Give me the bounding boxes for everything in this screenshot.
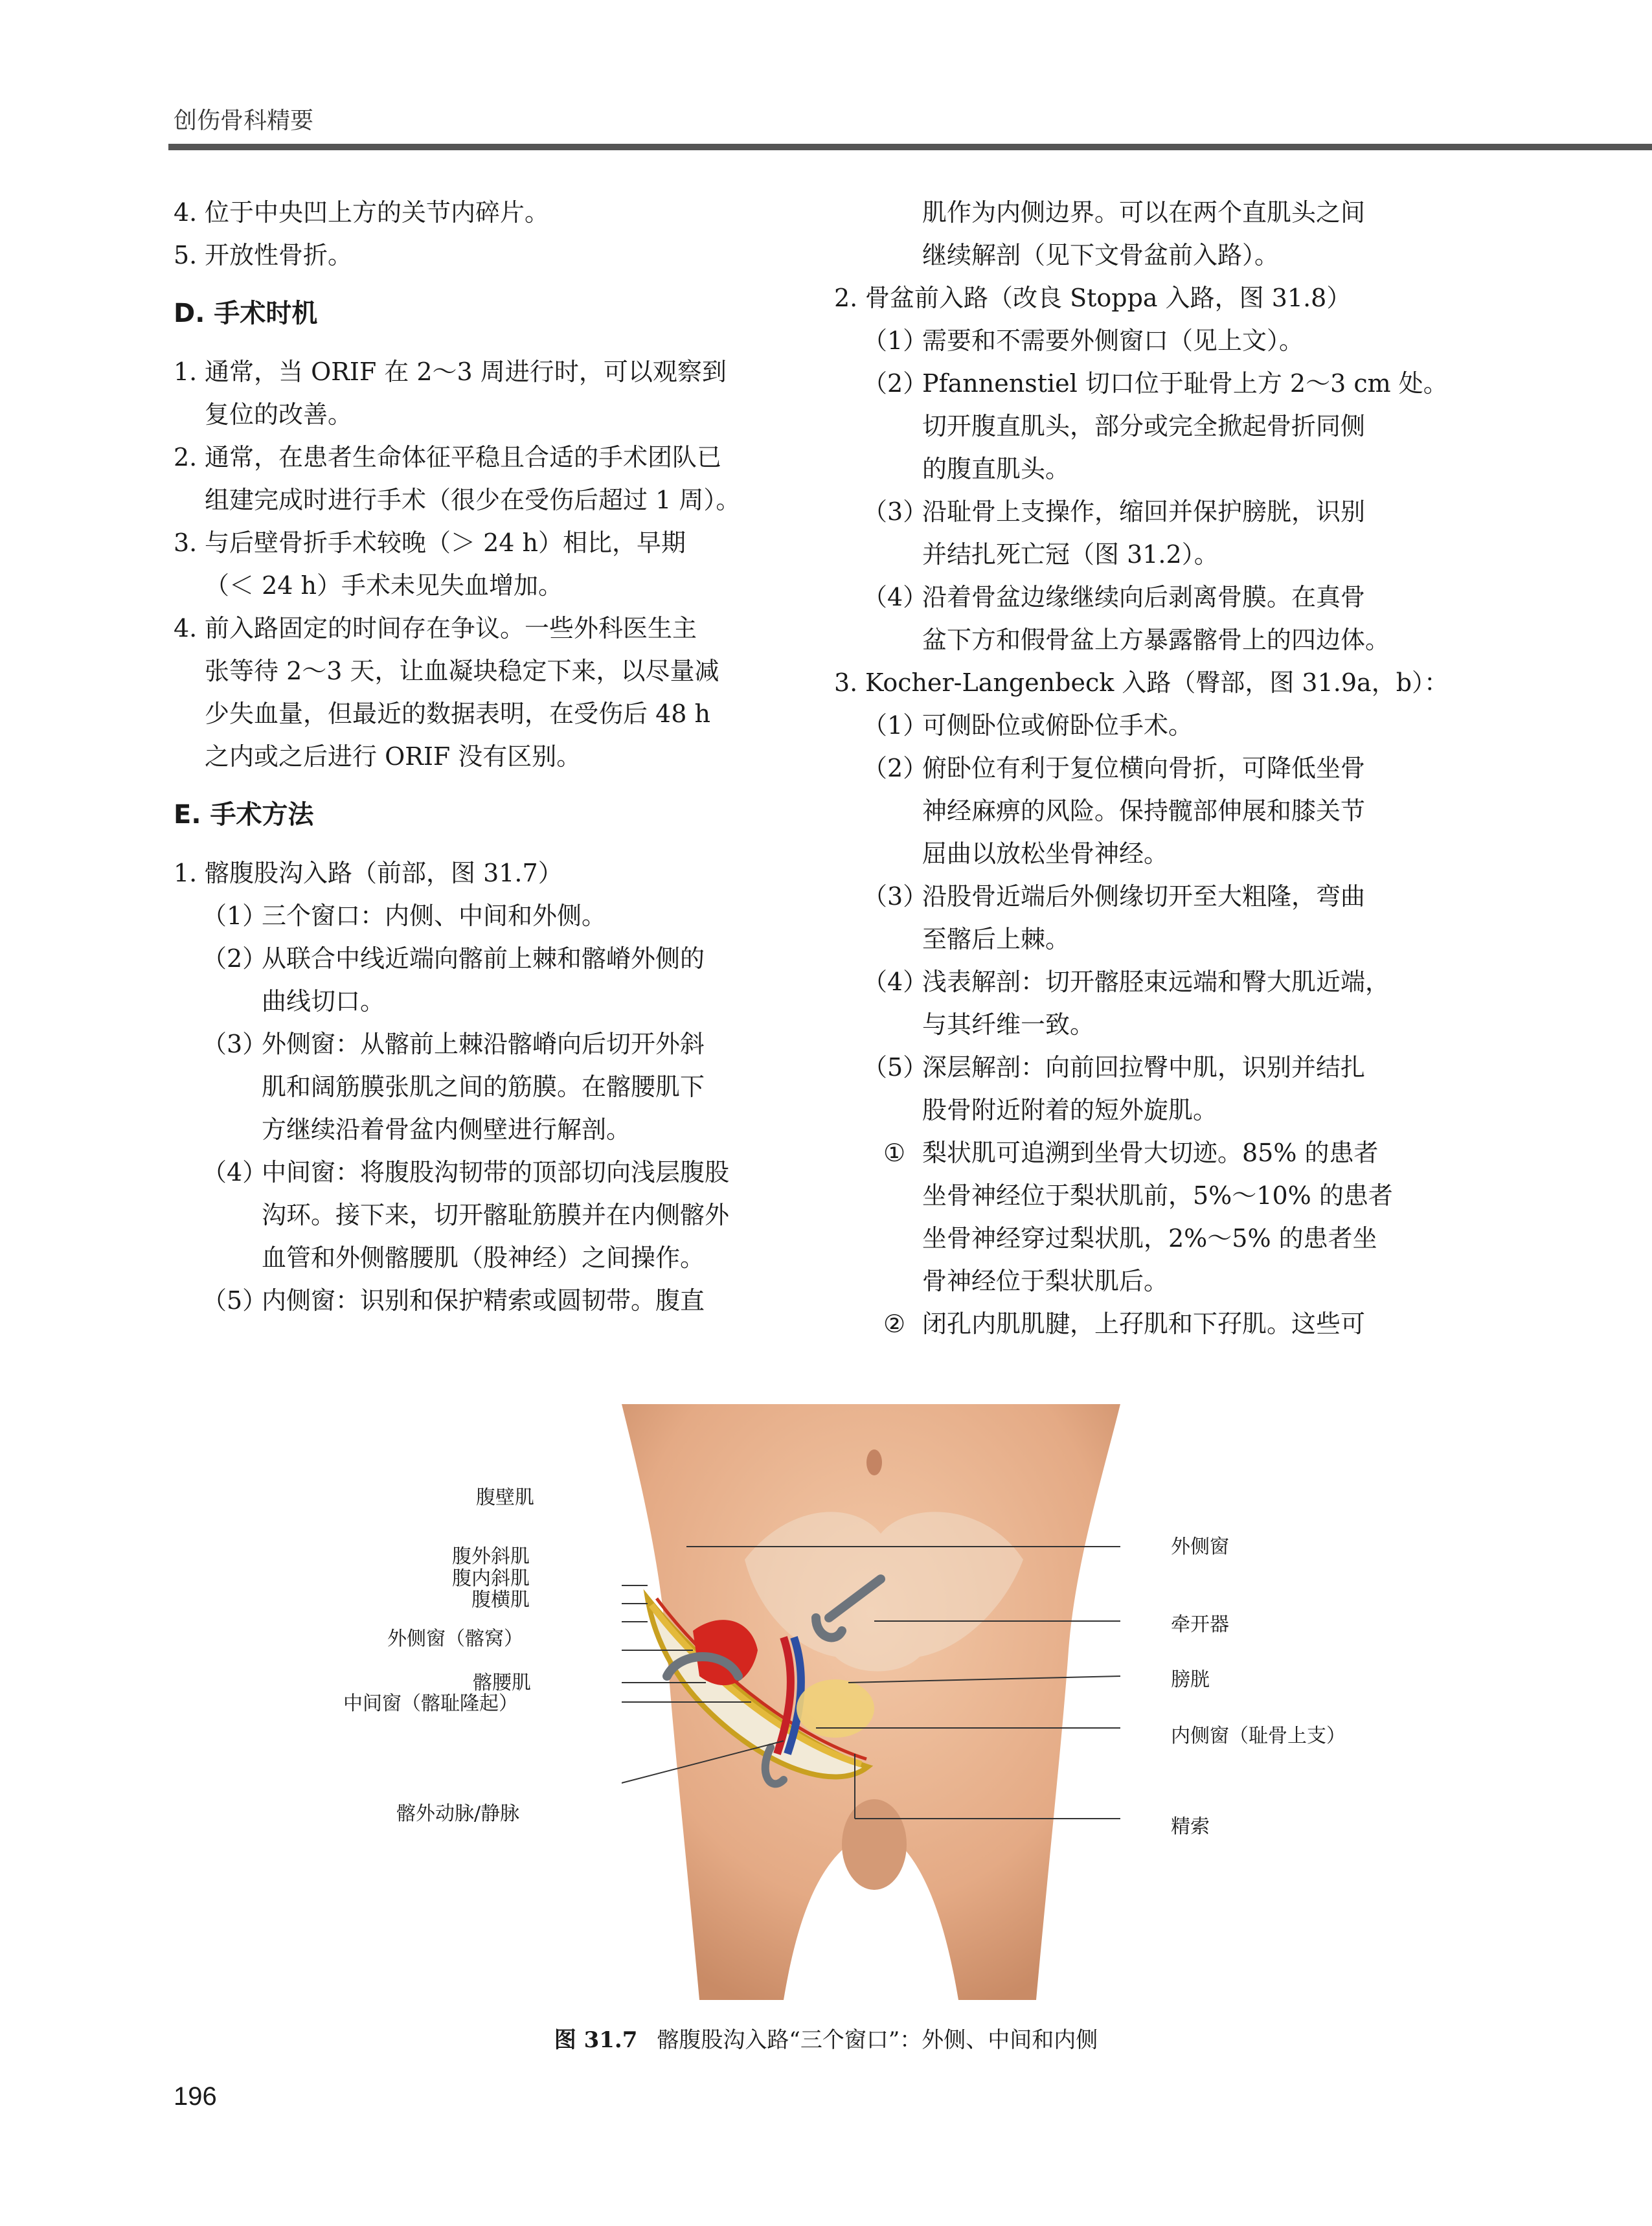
right-column — [834, 191, 1456, 1345]
label-internal-oblique: 腹内斜肌 — [452, 1567, 530, 1590]
circled-item-continuation: 坐骨神经穿过梨状肌，2%～5% 的患者坐 — [922, 1224, 1377, 1253]
sub-item-continuation: 方继续沿着骨盆内侧壁进行解剖。 — [262, 1115, 631, 1144]
list-item-continuation: 张等待 2～3 天，让血凝块稳定下来，以尽量减 — [205, 657, 719, 685]
circled-item-continuation: 坐骨神经位于梨状肌前，5%～10% 的患者 — [922, 1181, 1393, 1210]
sub-item-continuation: 至髂后上棘。 — [922, 925, 1070, 953]
header-rule — [168, 144, 1652, 150]
list-item-continuation: 之内或之后进行 ORIF 没有区别。 — [205, 742, 582, 771]
sub-item-continuation: 与其纤维一致。 — [922, 1010, 1095, 1039]
list-item-continuation: （＜ 24 h）手术未见失血增加。 — [205, 571, 563, 600]
list-item: 3. Kocher-Langenbeck 入路（臀部，图 31.9a，b）： — [834, 668, 1449, 697]
sub-item-continuation: 切开腹直肌头，部分或完全掀起骨折同侧 — [922, 412, 1366, 440]
sub-item-continuation: 股骨附近附着的短外旋肌。 — [922, 1096, 1218, 1124]
list-item: 5. 开放性骨折。 — [174, 241, 353, 269]
sub-item: （5） 内侧窗：识别和保护精索或圆韧带。腹直 — [202, 1286, 705, 1315]
list-item: 2. 骨盆前入路（改良 Stoppa 入路，图 31.8） — [834, 284, 1352, 312]
label-medial-window: 内侧窗（耻骨上支） — [1171, 1725, 1346, 1747]
caption-number: 图 31.7 — [554, 2027, 638, 2053]
list-item: 4. 前入路固定的时间存在争议。一些外科医生主 — [174, 614, 697, 642]
bladder — [797, 1679, 874, 1738]
page-number: 196 — [174, 2082, 217, 2111]
list-item: 1. 通常，当 ORIF 在 2～3 周进行时，可以观察到 — [174, 358, 727, 386]
anatomy-illustration — [622, 1404, 1120, 2000]
sub-item-continuation: 的腹直肌头。 — [922, 455, 1070, 483]
list-item: 2. 通常，在患者生命体征平稳且合适的手术团队已 — [174, 443, 722, 471]
sub-item: （2） 从联合中线近端向髂前上棘和髂嵴外侧的 — [202, 944, 705, 973]
label-iliopsoas: 髂腰肌 — [473, 1672, 531, 1694]
label-lateral-window: 外侧窗 — [1171, 1536, 1229, 1558]
list-item: 3. 与后壁骨折手术较晚（＞ 24 h）相比，早期 — [174, 528, 686, 557]
label-external-oblique: 腹外斜肌 — [452, 1545, 530, 1568]
label-bladder: 膀胱 — [1171, 1668, 1210, 1691]
sub-item-continuation: 沟环。接下来，切开髂耻筋膜并在内侧髂外 — [262, 1201, 730, 1229]
sub-item-continuation: 曲线切口。 — [262, 987, 385, 1016]
sub-item: （3） 外侧窗：从髂前上棘沿髂嵴向后切开外斜 — [202, 1030, 705, 1058]
circled-item-continuation: 骨神经位于梨状肌后。 — [922, 1267, 1169, 1295]
label-middle-window: 中间窗（髂耻隆起） — [343, 1692, 518, 1715]
sub-item-continuation: 肌作为内侧边界。可以在两个直肌头之间 — [922, 198, 1366, 227]
sub-item: （1） 三个窗口：内侧、中间和外侧。 — [202, 902, 607, 930]
list-item: 4. 位于中央凹上方的关节内碎片。 — [174, 198, 550, 227]
sub-item: （1） 可侧卧位或俯卧位手术。 — [863, 711, 1194, 740]
sub-item-continuation: 屈曲以放松坐骨神经。 — [922, 839, 1169, 868]
sub-item: （1） 需要和不需要外侧窗口（见上文）。 — [863, 326, 1304, 355]
left-column — [174, 191, 795, 1322]
caption-text: 髂腹股沟入路“三个窗口”：外侧、中间和内侧 — [657, 2027, 1098, 2053]
genitalia — [842, 1799, 907, 1890]
sub-item-continuation: 神经麻痹的风险。保持髋部伸展和膝关节 — [922, 797, 1366, 825]
label-spermatic-cord: 精索 — [1171, 1815, 1210, 1838]
label-transversus: 腹横肌 — [471, 1589, 530, 1611]
sub-item-continuation: 盆下方和假骨盆上方暴露髂骨上的四边体。 — [922, 626, 1390, 654]
navel — [866, 1449, 882, 1475]
circled-item: ② 闭孔内肌肌腱，上孖肌和下孖肌。这些可 — [883, 1310, 1366, 1338]
section-heading-e: E. 手术方法 — [174, 800, 314, 830]
label-retractor: 牵开器 — [1171, 1613, 1229, 1636]
label-external-iliac-vessels: 髂外动脉/静脉 — [396, 1802, 520, 1825]
sub-item: （4） 浅表解剖：切开髂胫束远端和臀大肌近端， — [863, 968, 1390, 996]
section-heading-d: D. 手术时机 — [174, 299, 318, 328]
sub-item: （4） 沿着骨盆边缘继续向后剥离骨膜。在真骨 — [863, 583, 1366, 611]
sub-item-continuation: 并结扎死亡冠（图 31.2）。 — [922, 540, 1219, 569]
label-lateral-window-iliac-fossa: 外侧窗（髂窝） — [387, 1628, 523, 1650]
figure-caption — [0, 2022, 1652, 2054]
sub-item: （4） 中间窗：将腹股沟韧带的顶部切向浅层腹股 — [202, 1158, 730, 1187]
sub-item-continuation: 继续解剖（见下文骨盆前入路）。 — [922, 241, 1280, 269]
list-item: 1. 髂腹股沟入路（前部，图 31.7） — [174, 859, 563, 887]
sub-item: （3） 沿股骨近端后外侧缘切开至大粗隆，弯曲 — [863, 882, 1366, 911]
sub-item-continuation: 肌和阔筋膜张肌之间的筋膜。在髂腰肌下 — [262, 1073, 705, 1101]
sub-item-continuation: 血管和外侧髂腰肌（股神经）之间操作。 — [262, 1244, 705, 1272]
sub-item: （2） 俯卧位有利于复位横向骨折，可降低坐骨 — [863, 754, 1366, 782]
circled-item: ① 梨状肌可追溯到坐骨大切迹。85% 的患者 — [883, 1139, 1379, 1167]
label-abdominal-wall: 腹壁肌 — [476, 1486, 534, 1509]
sub-item: （5） 深层解剖：向前回拉臀中肌，识别并结扎 — [863, 1053, 1366, 1082]
sub-item: （2） Pfannenstiel 切口位于耻骨上方 2～3 cm 处。 — [863, 369, 1448, 398]
list-item-continuation: 复位的改善。 — [205, 400, 353, 429]
running-header: 创伤骨科精要 — [174, 108, 314, 134]
list-item-continuation: 组建完成时进行手术（很少在受伤后超过 1 周）。 — [205, 486, 741, 514]
list-item-continuation: 少失血量，但最近的数据表明，在受伤后 48 h — [205, 699, 710, 728]
sub-item: （3） 沿耻骨上支操作，缩回并保护膀胱，识别 — [863, 497, 1366, 526]
